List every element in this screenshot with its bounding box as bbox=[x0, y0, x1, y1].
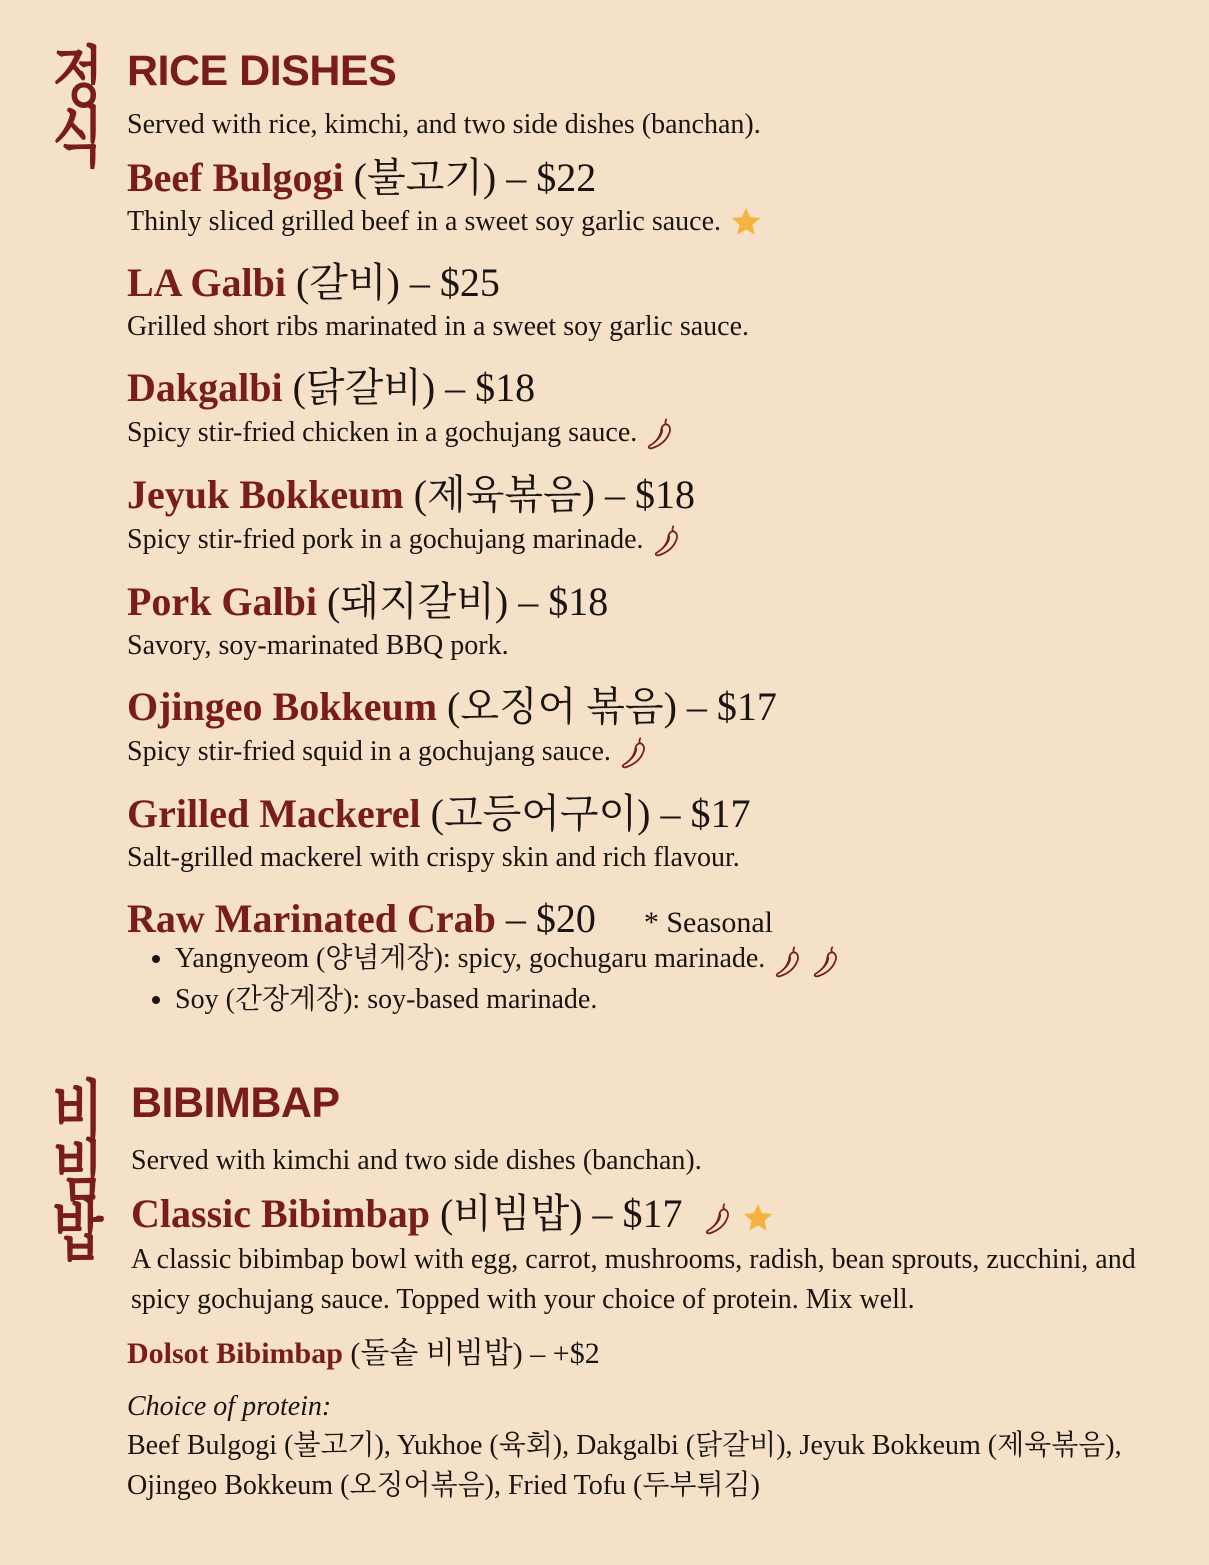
side-char: 비 bbox=[52, 1073, 104, 1150]
item-price: – $18 bbox=[604, 472, 695, 517]
side-char: 빔 bbox=[52, 1133, 104, 1210]
icon-group bbox=[765, 943, 841, 974]
option-text: Yangnyeom (양념게장): spicy, gochugaru marinade. bbox=[175, 943, 766, 974]
item-name: Classic Bibimbap bbox=[131, 1191, 430, 1236]
chili-icon bbox=[703, 1199, 733, 1237]
menu-item-crab bbox=[127, 893, 1169, 1020]
item-price: – $17 bbox=[686, 684, 777, 729]
side-char: 정 bbox=[52, 39, 104, 116]
item-name: Beef Bulgogi bbox=[127, 155, 344, 200]
item-description bbox=[127, 733, 1169, 771]
crab-option-soy bbox=[175, 980, 1169, 1020]
chili-icon bbox=[773, 942, 803, 980]
item-name: Jeyuk Bokkeum bbox=[127, 472, 404, 517]
rice-dishes-section bbox=[127, 42, 1169, 1020]
item-price: – $17 bbox=[592, 1191, 683, 1236]
item-price: – $17 bbox=[660, 791, 751, 836]
section-title: BIBIMBAP bbox=[131, 1079, 340, 1127]
menu-item bbox=[127, 681, 1169, 771]
star-icon bbox=[741, 1201, 775, 1235]
item-description bbox=[127, 628, 1169, 664]
item-name: Grilled Mackerel bbox=[127, 791, 421, 836]
item-description-text: Spicy stir-fried chicken in a gochujang sauce. bbox=[127, 417, 638, 448]
option-text: Soy (간장게장): soy-based marinade. bbox=[175, 983, 598, 1015]
item-description-text: Thinly sliced grilled beef in a sweet soy garlic sauce. bbox=[127, 206, 722, 237]
menu-item bbox=[127, 788, 1169, 876]
menu-item bbox=[127, 576, 1169, 664]
star-icon bbox=[729, 205, 763, 239]
item-description bbox=[127, 840, 1169, 876]
item-description: A classic bibimbap bowl with egg, carrot, mushrooms, radish, bean sprouts, zucchini, and spicy gochujang sauce. Topped with your choice of protein. Mix well. bbox=[131, 1244, 1136, 1315]
rice-item-list bbox=[127, 152, 1169, 876]
item-description bbox=[127, 309, 1169, 345]
crab-options bbox=[127, 939, 1169, 1020]
icon-group bbox=[695, 1188, 775, 1240]
menu-item bbox=[127, 152, 1169, 240]
dolsot-option bbox=[127, 1334, 1169, 1374]
side-char: 식 bbox=[52, 99, 104, 176]
item-description bbox=[127, 414, 1169, 452]
item-price: – $18 bbox=[518, 579, 609, 624]
chili-icon bbox=[652, 521, 682, 559]
side-title-bibimbap bbox=[38, 1073, 118, 1270]
section-title: RICE DISHES bbox=[127, 47, 397, 95]
item-name: Pork Galbi bbox=[127, 579, 318, 624]
item-korean: (비빔밥) bbox=[439, 1191, 583, 1236]
chili-icon bbox=[811, 942, 841, 980]
item-price: – $18 bbox=[445, 365, 536, 410]
chili-icon bbox=[619, 733, 649, 771]
item-korean: (닭갈비) bbox=[292, 365, 436, 410]
item-name: LA Galbi bbox=[127, 260, 286, 305]
seasonal-note: * Seasonal bbox=[643, 906, 773, 939]
item-korean: (갈비) bbox=[295, 260, 400, 305]
side-char: 밥 bbox=[52, 1193, 104, 1270]
item-price: – $25 bbox=[409, 260, 500, 305]
item-korean: (불고기) bbox=[353, 155, 497, 200]
item-korean: (돼지갈비) bbox=[327, 579, 509, 624]
item-description-text: Savory, soy-marinated BBQ pork. bbox=[127, 630, 509, 661]
menu-item-classic-bibimbap bbox=[131, 1188, 1169, 1320]
dolsot-name: Dolsot Bibimbap bbox=[127, 1337, 343, 1370]
bibimbap-section bbox=[127, 1074, 1169, 1506]
section-description: Served with kimchi and two side dishes (banchan). bbox=[131, 1145, 702, 1176]
item-name: Raw Marinated Crab bbox=[127, 896, 496, 941]
item-name: Dakgalbi bbox=[127, 365, 283, 410]
side-title-jeongsik bbox=[38, 39, 118, 176]
protein-options: Beef Bulgogi (불고기), Yukhoe (육회), Dakgalbi (닭갈비), Jeyuk Bokkeum (제육볶음), Ojingeo Bokkeum (오징어볶음), Fried Tofu (두부튀김) bbox=[127, 1430, 1122, 1501]
item-name: Ojingeo Bokkeum bbox=[127, 684, 438, 729]
menu-item bbox=[127, 469, 1169, 559]
item-description bbox=[127, 521, 1169, 559]
chili-icon bbox=[645, 414, 675, 452]
dolsot-korean: (돌솥 비빔밥) bbox=[350, 1337, 523, 1370]
item-korean: (오징어 볶음) bbox=[447, 684, 677, 729]
crab-option-yangnyeom bbox=[175, 939, 1169, 980]
menu-item bbox=[127, 257, 1169, 345]
item-description-text: Salt-grilled mackerel with crispy skin and rich flavour. bbox=[127, 842, 740, 873]
item-price: – $22 bbox=[506, 155, 597, 200]
item-korean: (고등어구이) bbox=[430, 791, 651, 836]
dolsot-price: – +$2 bbox=[530, 1337, 600, 1370]
section-description: Served with rice, kimchi, and two side dishes (banchan). bbox=[127, 109, 761, 140]
protein-label: Choice of protein: bbox=[127, 1391, 332, 1422]
item-description-text: Grilled short ribs marinated in a sweet soy garlic sauce. bbox=[127, 311, 750, 342]
item-description bbox=[127, 204, 1169, 240]
menu-item bbox=[127, 362, 1169, 452]
item-korean: (제육볶음) bbox=[413, 472, 595, 517]
item-price: – $20 bbox=[505, 896, 596, 941]
item-description-text: Spicy stir-fried squid in a gochujang sauce. bbox=[127, 736, 611, 767]
item-description-text: Spicy stir-fried pork in a gochujang marinade. bbox=[127, 524, 644, 555]
